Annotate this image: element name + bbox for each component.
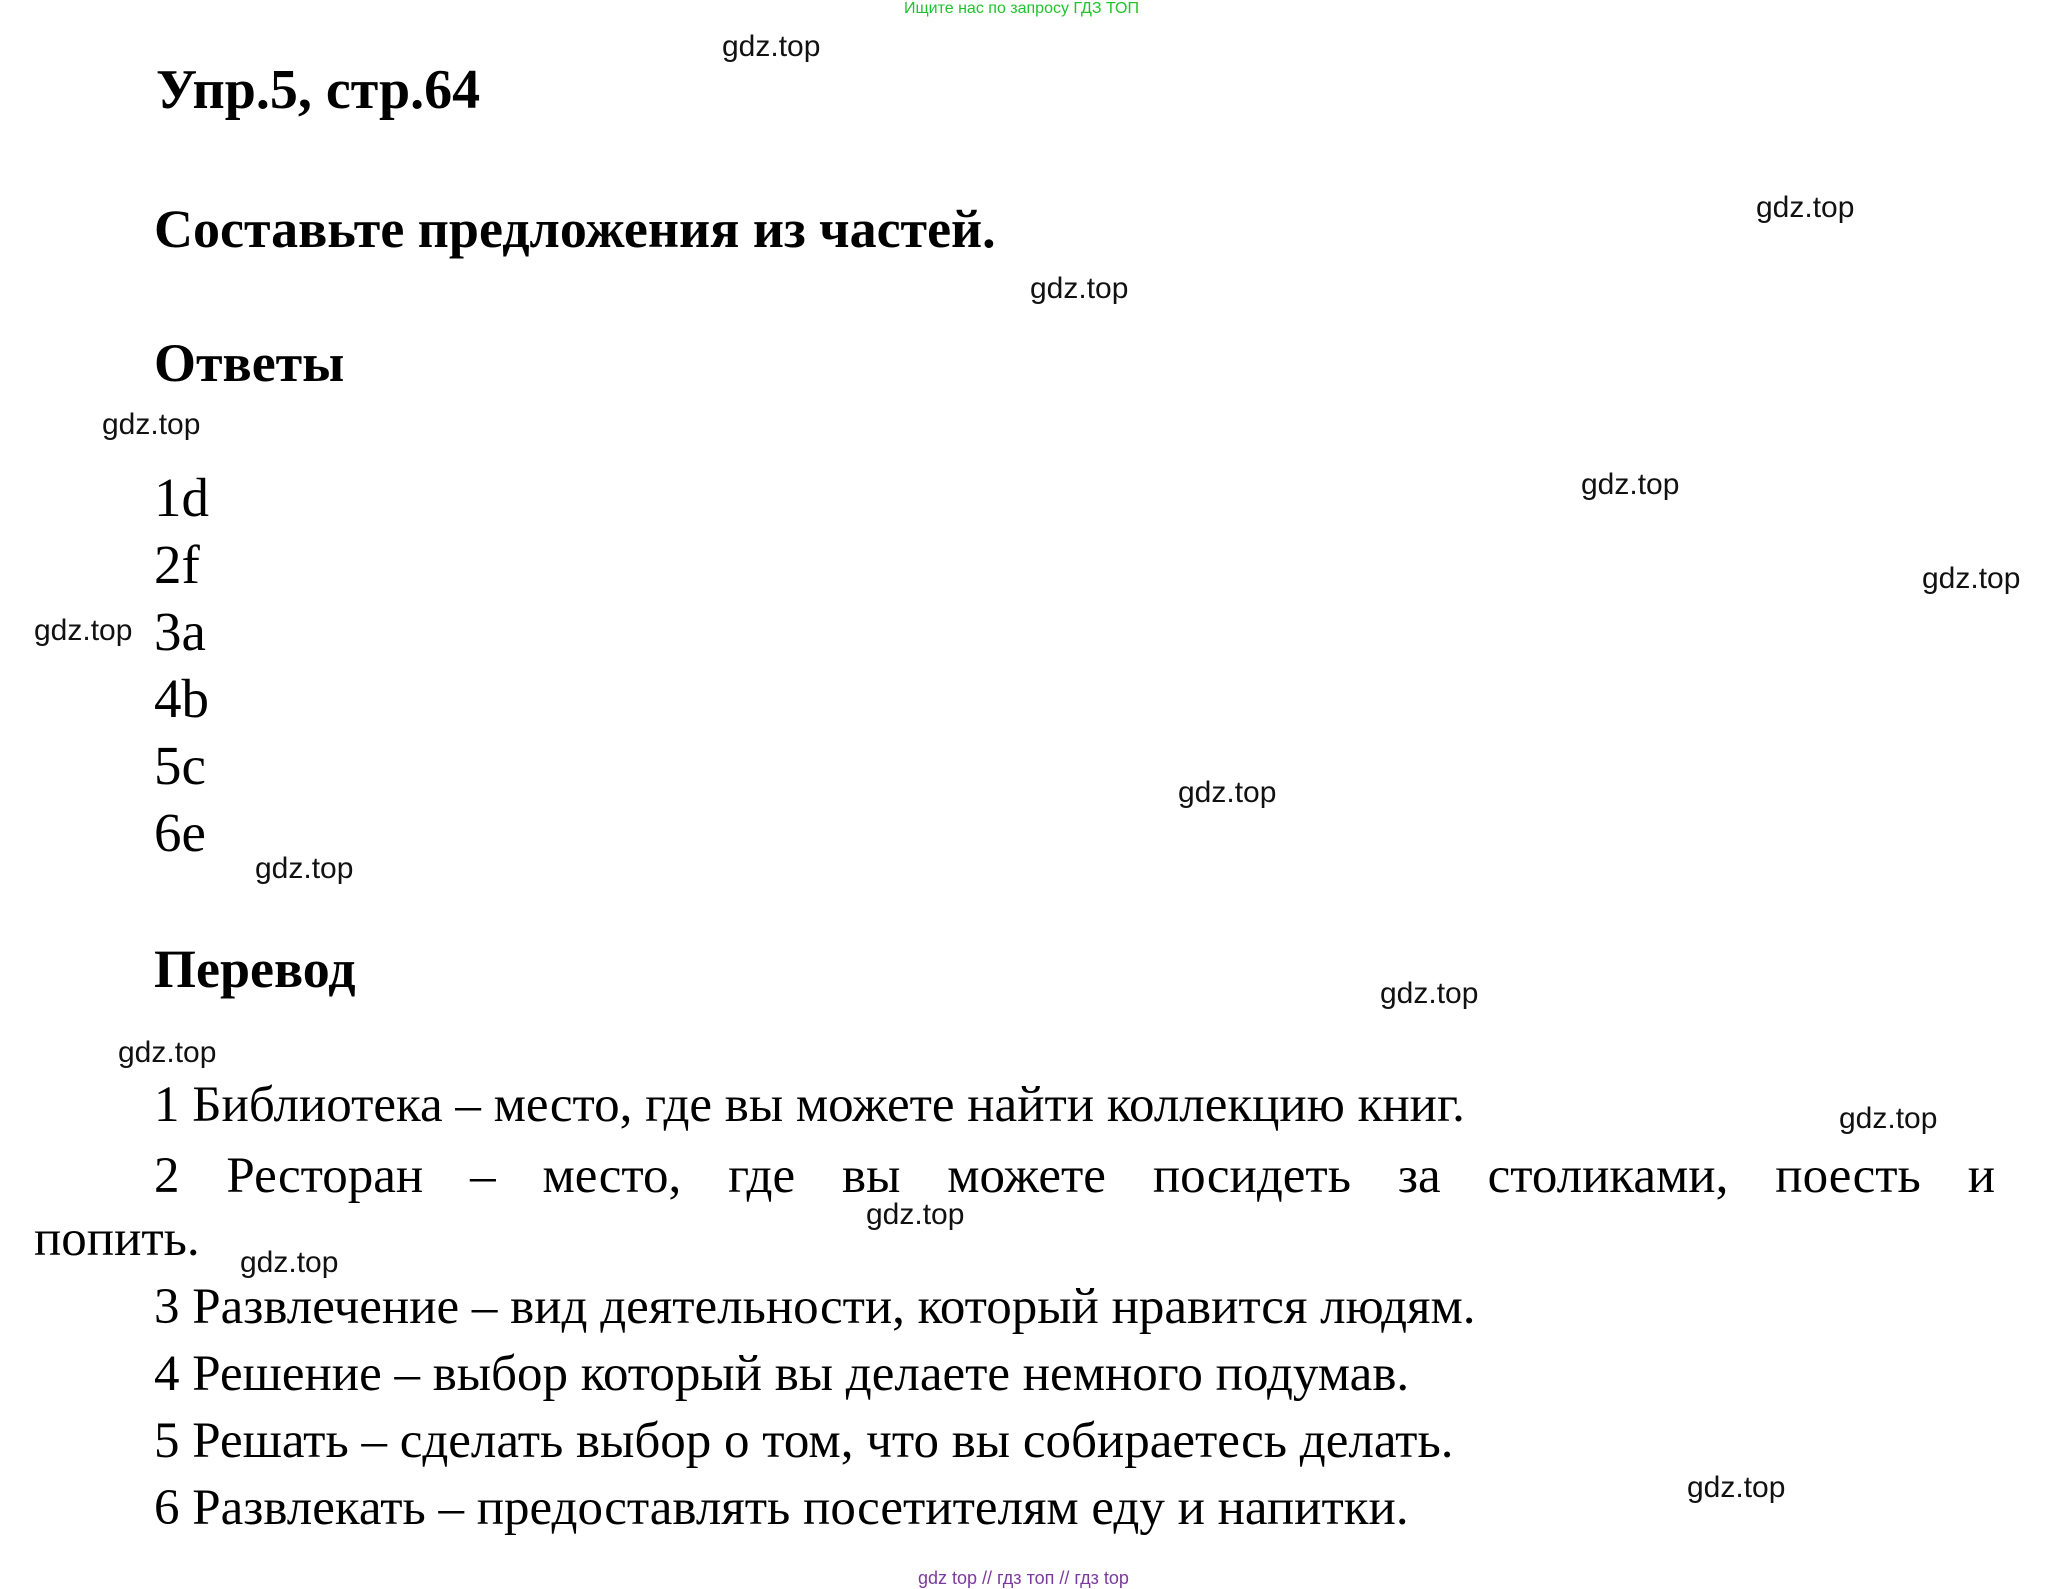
watermark: gdz.top: [1380, 977, 1479, 1010]
answer-item-5: 5c: [154, 735, 206, 796]
watermark: gdz.top: [255, 852, 354, 885]
watermark: gdz.top: [240, 1246, 339, 1279]
watermark: gdz.top: [34, 614, 133, 647]
top-banner: Ищите нас по запросу ГДЗ ТОП: [904, 0, 1139, 17]
watermark: gdz.top: [1756, 191, 1855, 224]
answers-heading: Ответы: [154, 333, 345, 393]
watermark: gdz.top: [722, 30, 821, 63]
watermark: gdz.top: [118, 1036, 217, 1069]
translation-line-2: 2 Ресторан – место, где вы можете посидеть за столиками, поесть и: [154, 1148, 1995, 1204]
answer-item-2: 2f: [154, 534, 200, 595]
translation-line-4: 4 Решение – выбор который вы делаете немного подумав.: [154, 1346, 1410, 1402]
translation-line-3: 3 Развлечение – вид деятельности, который нравится людям.: [154, 1279, 1476, 1335]
watermark: gdz.top: [1922, 562, 2021, 595]
watermark: gdz.top: [1581, 468, 1680, 501]
translation-heading: Перевод: [154, 939, 356, 999]
translation-line-5: 5 Решать – сделать выбор о том, что вы собираетесь делать.: [154, 1413, 1454, 1469]
translation-line-1: 1 Библиотека – место, где вы можете найти коллекцию книг.: [154, 1077, 1465, 1133]
watermark: gdz.top: [102, 408, 201, 441]
bottom-banner: gdz top // гдз топ // гдз top: [918, 1568, 1129, 1588]
answer-item-1: 1d: [154, 467, 209, 528]
watermark: gdz.top: [1839, 1102, 1938, 1135]
watermark: gdz.top: [866, 1198, 965, 1231]
watermark: gdz.top: [1178, 776, 1277, 809]
task-heading: Составьте предложения из частей.: [154, 199, 996, 259]
translation-line-6: 6 Развлекать – предоставлять посетителям еду и напитки.: [154, 1480, 1409, 1536]
watermark: gdz.top: [1030, 272, 1129, 305]
translation-line-2-continued: попить.: [34, 1211, 200, 1267]
answer-item-6: 6e: [154, 802, 206, 863]
answer-item-4: 4b: [154, 668, 209, 729]
answer-item-3: 3a: [154, 601, 206, 662]
exercise-title: Упр.5, стр.64: [156, 59, 481, 121]
watermark: gdz.top: [1687, 1471, 1786, 1504]
